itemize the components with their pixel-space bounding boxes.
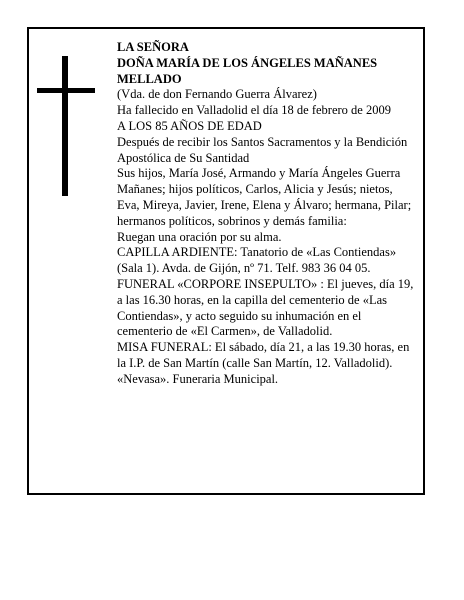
family-paragraph: Sus hijos, María José, Armando y María Ángeles Guerra Mañanes; hijos políticos, Carlos, Alicia y Jesús; nietos, Eva, Mireya, Javier, Irene, Elena y Álvaro; hermana, Pilar; hermanos políticos, sobrinos y demás familia: (117, 166, 412, 228)
widow-of-line: (Vda. de don Fernando Guerra Álvarez) (117, 87, 317, 102)
deceased-name: DOÑA MARÍA DE LOS ÁNGELES MAÑANES MELLADO (117, 55, 378, 86)
funeral-mass-info: MISA FUNERAL: El sábado, día 21, a las 19.30 horas, en la I.P. de San Martín (calle San Martín, 12. Valladolid). (117, 340, 410, 370)
funeral-home: «Nevasa». Funeraria Municipal. (117, 371, 279, 386)
chapel-info: CAPILLA ARDIENTE: Tanatorio de «Las Contiendas» (Sala 1). Avda. de Gijón, nº 71. Telf. 983 36 04 05. (117, 245, 397, 276)
cross-icon (37, 56, 97, 196)
notice-body (117, 40, 417, 388)
cross-vertical-bar (62, 56, 68, 196)
funeral-corpore-info: FUNERAL «CORPORE INSEPULTO» : El jueves, día 19, a las 16.30 horas, en la capilla del cementerio de «Las Contiendas», y acto seguido su inhumación en el cementerio de «El Carmen», de Valladolid. (117, 276, 414, 339)
prayer-request: Ruegan una oración por su alma. (117, 229, 282, 244)
cross-horizontal-bar (37, 88, 95, 93)
sacraments-line: Después de recibir los Santos Sacramentos y la Bendición Apostólica de Su Santidad (117, 134, 408, 165)
death-line: Ha fallecido en Valladolid el día 18 de febrero de 2009 (117, 103, 391, 118)
obituary-notice (27, 27, 425, 495)
notice-heading: LA SEÑORA (117, 40, 189, 54)
age-line: A LOS 85 AÑOS DE EDAD (117, 118, 262, 133)
